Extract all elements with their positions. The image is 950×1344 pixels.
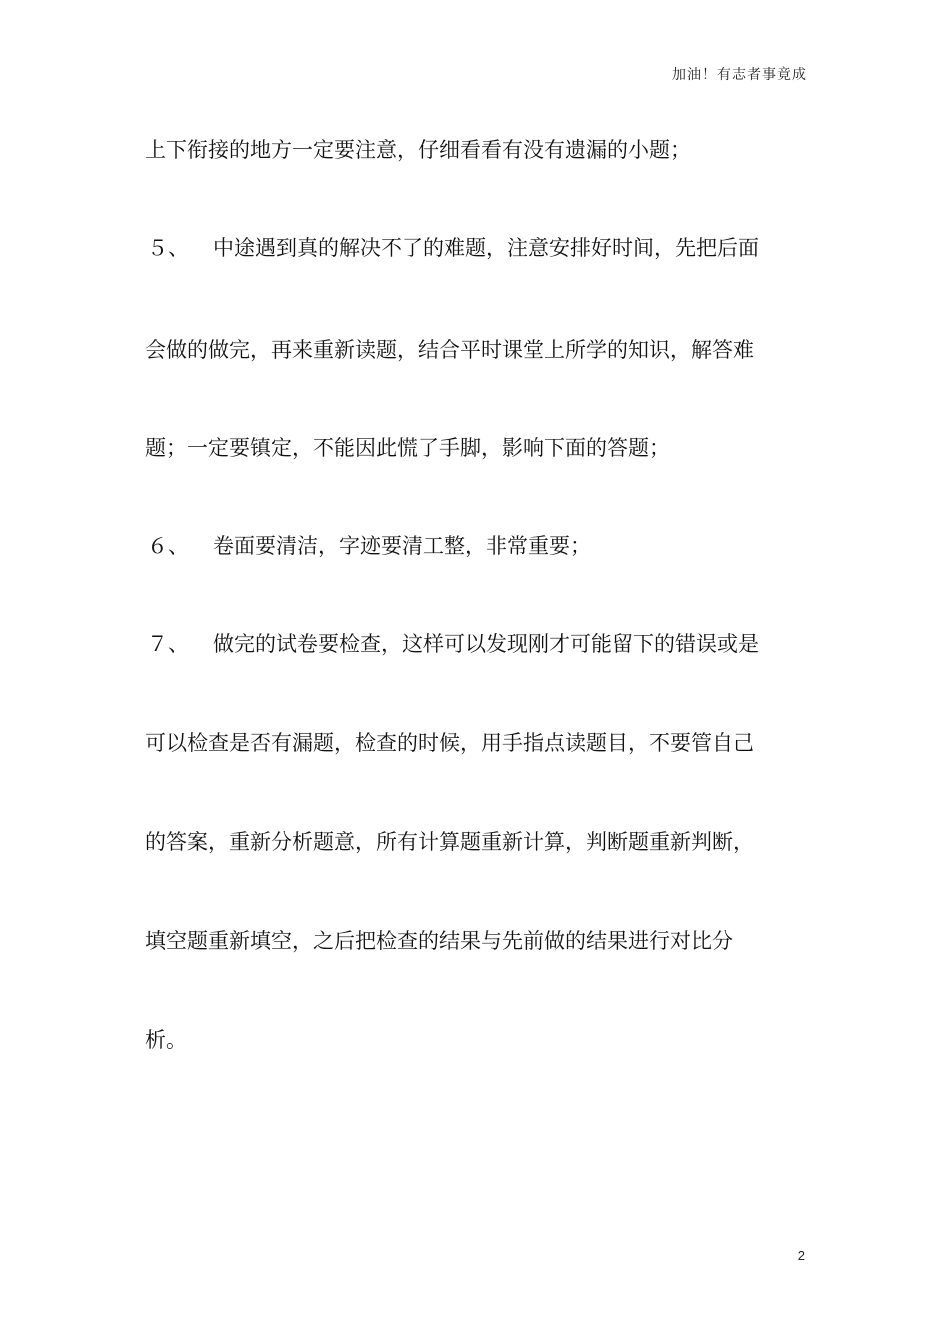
paragraph-line: 上下衔接的地方一定要注意，仔细看看有没有遗漏的小题；	[145, 138, 691, 162]
page-number: 2	[797, 1248, 805, 1263]
paragraph-line: 的答案，重新分析题意，所有计算题重新计算，判断题重新判断，	[145, 830, 754, 854]
paragraph-line: 填空题重新填空，之后把检查的结果与先前做的结果进行对比分	[145, 929, 733, 953]
list-item-6	[145, 536, 591, 557]
list-item-7	[145, 634, 759, 655]
paragraph-line: 会做的做完，再来重新读题，结合平时课堂上所学的知识，解答难	[145, 338, 754, 362]
paragraph-line: 题；一定要镇定，不能因此慌了手脚，影响下面的答题；	[145, 436, 670, 460]
page-header-motto: 加油！有志者事竟成	[672, 67, 807, 83]
paragraph-line: 做完的试卷要检查，这样可以发现刚才可能留下的错误或是	[213, 632, 759, 656]
paragraph-line: 析。	[145, 1028, 187, 1052]
list-item-number: ７、	[147, 632, 189, 656]
list-item-5	[145, 238, 759, 259]
paragraph-line: 可以检查是否有漏题，检查的时候，用手指点读题目，不要管自己	[145, 731, 754, 755]
list-item-number: ６、	[147, 534, 189, 558]
paragraph-line: 卷面要清洁，字迹要清工整，非常重要；	[213, 534, 591, 558]
paragraph-line: 中途遇到真的解决不了的难题，注意安排好时间，先把后面	[213, 236, 759, 260]
list-item-number: ５、	[147, 236, 189, 260]
